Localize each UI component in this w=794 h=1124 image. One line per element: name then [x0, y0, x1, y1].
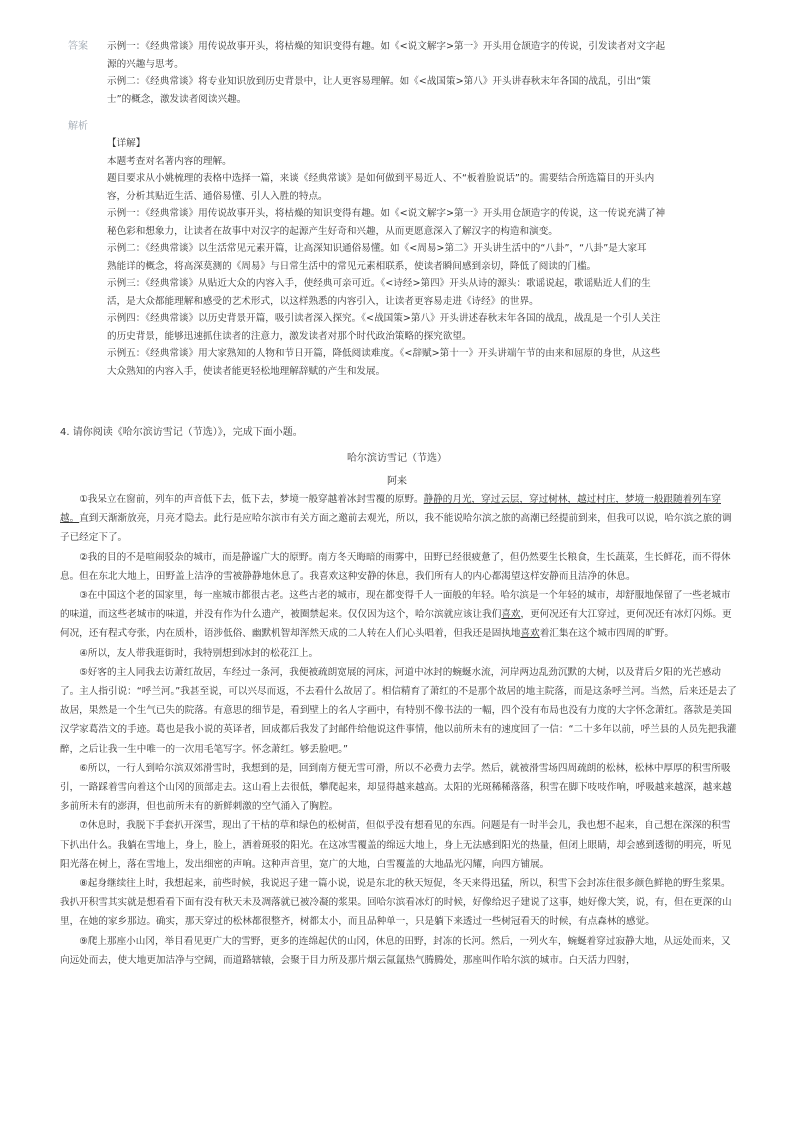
paragraph-4: ④所以，友人带我逛街时，我特别想到冰封的松花江上。: [79, 647, 319, 659]
paragraph-1: [60, 490, 740, 548]
analysis-line: 容，分析其贴近生活、通俗易懂、引人入胜的特点。: [107, 190, 328, 202]
analysis-tag: 解析: [68, 121, 88, 132]
paragraph-text: ①我呆立在窗前，列车的声音低下去，低下去，梦境一般穿越着冰封雪覆的原野。: [79, 494, 424, 505]
analysis-line: 秘色彩和想象力，让读者在故事中对汉字的起源产生好奇和兴趣，从而更愿意深入了解汉字的构造和演变。: [107, 225, 558, 237]
paragraph-5: ⑤好客的主人同我去访萧红故居，车经过一条河，我便被疏朗宽展的河床，河道中冰封的蜿蜒水流，河岸两边乱劲沉默的大树，以及背后夕阳的光芒感动了。主人指引说：“呼兰河。”我甚至说，可以兴尽而返，不去看什么故居了。相信精育了萧红的不是那个故居的地主院落，而是这条呼兰河。当然，后来还是去了故居，果然是一个生气已失的院落。有意思的细节是，看到壁上的名人字画中，有特别不像书法的一幅，四个没有布局也没有力度的大字怀念萧红。落款是美国汉学家葛浩文的手迹。葛也是我小说的英译者，回成都后我发了封邮件给他说这件事情，他以前所未有的速度回了一信：“二十多年以前，呼兰县的人员先把我灌醉，之后让我一生中唯一的一次用毛笔写字。怀念萧红。够丢脸吧。”: [60, 666, 737, 755]
paragraph-6: ⑥所以，一行人到哈尔滨双郊滑雪时，我想到的是，回到南方便无雪可滑，所以不必费力去学。然后，就被滑雪场四周疏朗的松林，松林中厚厚的积雪所吸引，一路踩着雪向着这个山冈的顶部走去。这山看上去很低，攀爬起来，却显得越来越高。太阳的光斑稀稀落落，积雪在脚下吱吱作响，呼吸越来越深，越来越多前所未有的澎湃，但也前所未有的新鲜刺激的空气涌入了胸腔。: [60, 762, 732, 813]
analysis-line: 示例三：《经典常谈》从贴近大众的内容入手，使经典可亲可近。《<诗经>第四》开头从诗的源头：歌谣说起，歌谣贴近人们的生: [107, 278, 651, 289]
underlined-word: 喜欢: [501, 609, 521, 621]
answer-tag: 答案: [68, 41, 88, 52]
paragraph-text: 着汇集在这个城市四周的旷野。: [539, 628, 674, 640]
analysis-line: 示例四：《经典常谈》以历史背景开篇，吸引读者深入探究。《<战国策>第八》开头讲述春秋末年各国的战乱，战乱是一个引人关注: [107, 313, 661, 324]
passage-author: 阿来: [387, 476, 407, 487]
question-heading: 4. 请你阅读《哈尔滨访雪记（节选）》，完成下面小题。: [60, 427, 303, 438]
analysis-line: 活，是大众都能理解和感受的艺术形式，以这样熟悉的内容引入，让读者更容易走进《诗经》的世界。: [107, 295, 539, 307]
analysis-line: 示例五：《经典常谈》用大家熟知的人物和节日开篇，降低阅读难度。《<辞赋>第十一》开头讲端午节的由来和屈原的身世，从这些: [107, 348, 661, 359]
analysis-line: 示例一：《经典常谈》用传说故事开头，将枯燥的知识变得有趣。如《<说文解字>第一》开头用仓颉造字的传说，这一传说充满了神: [107, 208, 666, 219]
paragraph-text: ，更何况还有大江穿过，更何况还有冰灯闪烁。更何况，还有程式夸张，内在质朴，语涉低俗、幽默机智却浑然天成的二人转在人们心头唱着，但我还是固执地: [60, 609, 732, 640]
paragraph-3: [60, 586, 740, 644]
analysis-line: 本题考查对名著内容的理解。: [107, 155, 232, 167]
answer-line: 示例一：《经典常谈》用传说故事开头，将枯燥的知识变得有趣。如《<说文解字>第一》开头用仓颉造字的传说，引发读者对文字起: [107, 41, 666, 52]
paragraph-2: ②我的目的不是喧闹驳杂的城市，而是静谧广大的原野。南方冬天晦暗的雨雾中，田野已经很疲惫了，但仍然要生长粮食，生长蔬菜，生长鲜花，而不得休息。但在东北大地上，田野盖上洁净的雪被静静地休息了。我喜欢这种安静的休息，我们所有人的内心都渴望这样安静而且洁净的休息。: [60, 551, 731, 582]
paragraph-text: 直到天渐渐放亮，月亮才隐去。此行是应哈尔滨市有关方面之邀前去观光，所以，我不能说哈尔滨之旅的高潮已经提前到来，但我可以说，哈尔滨之旅的调子已经定下了。: [60, 513, 732, 544]
paragraph-9: ⑨爬上那座小山冈，举目看见更广大的雪野，更多的连绵起伏的山冈，休息的田野，封冻的长河。然后，一列火车，蜿蜒着穿过寂静大地，从远处而来，又向远处而去，使大地更加洁净与空阔，而道路辖辕，会聚于目力所及那片烟云氤氲热气腾腾处，那座叫作哈尔滨的城市。白天活力四射，: [60, 935, 731, 966]
analysis-line: 示例二：《经典常谈》以生活常见元素开篇，让高深知识通俗易懂。如《<周易>第二》开头讲生活中的“八卦”，“八卦”是大家耳: [107, 243, 647, 254]
analysis-line: 【详解】: [107, 138, 146, 149]
paragraph-8: ⑧起身继续往上时，我想起来，前些时候，我说迟子建一篇小说，说是东北的秋天短促，冬天来得迅猛，所以，积雪下会封冻住很多颜色鲜艳的野生浆果。我扒开积雪其实就是想看看下面有没有秋天未及凋落就已被冷凝的浆果。回哈尔滨看冰灯的时候，好像给迟子建说了这事，她好像大笑，说，有，但在更深的山里，在她的家乡那边。确实，那天穿过的松林都很整齐，树都太小，而且品种单一，只是躺下来透过一些树冠看天的时候，有点森林的感觉。: [60, 878, 732, 928]
paragraph-text: ③在中国这个老的国家里，每一座城市都很古老。这些古老的城市，现在都变得千人一面般的年轻。哈尔滨是一个年轻的城市，却舒服地保留了一些老城市的味道，而这些老城市的味道，并没有作为什么遗产，被圈禁起来。仅仅因为这个，哈尔滨就应该让我们: [60, 590, 731, 621]
analysis-line: 大众熟知的内容入手，使读者能更轻松地理解辞赋的产生和发展。: [107, 365, 386, 377]
analysis-line: 的历史背景，能够迅速抓住读者的注意力，激发读者对那个时代政治策略的探究欲望。: [107, 330, 472, 342]
analysis-line: 题目要求从小姚梳理的表格中选择一篇，来谈《经典常谈》是如何做到平易近人、不“板着脸说话”的。需要结合所选篇目的开头内: [107, 173, 655, 184]
passage-title: 哈尔滨访雪记（节选）: [347, 453, 447, 464]
answer-body: [107, 38, 731, 108]
passage-body: [60, 490, 740, 970]
answer-line: 源的兴趣与思考。: [107, 58, 184, 70]
paragraph-7: ⑦休息时，我脱下手套扒开深雪，现出了干枯的草和绿色的松树苗，但似乎没有想看见的东西。问题是有一时半会儿，我也想不起来，自己想在深深的积雪下扒出什么。我躺在雪地上，身上，脸上，洒着斑驳的阳光。在这冰雪覆盖的绵远大地上，身上无法感到阳光的热量，但闭上眼睛，却会感到透彻的明亮，听见阳光落在树上，落在雪地上，发出细密的声响。这种声音里，宽广的大地，白雪覆盖的大地晶光闪耀，向四方铺展。: [60, 820, 732, 870]
analysis-line: 熟能详的概念，将高深莫测的《周易》与日常生活中的常见元素相联系，使读者瞬间感到亲切，降低了阅读的门槛。: [107, 260, 597, 272]
underlined-sentence: 静静的月光，穿过云层，穿过树林，越过村庄，梦境一般跟随着列车穿越。: [60, 494, 721, 525]
answer-line: 示例二：《经典常谈》将专业知识放到历史背景中，让人更容易理解。如《<战国策>第八》开头讲春秋末年各国的战乱，引出“策: [107, 76, 651, 87]
underlined-word: 喜欢: [520, 628, 540, 640]
answer-line: 士”的概念，激发读者阅读兴趣。: [107, 93, 247, 105]
analysis-body: [107, 135, 731, 380]
